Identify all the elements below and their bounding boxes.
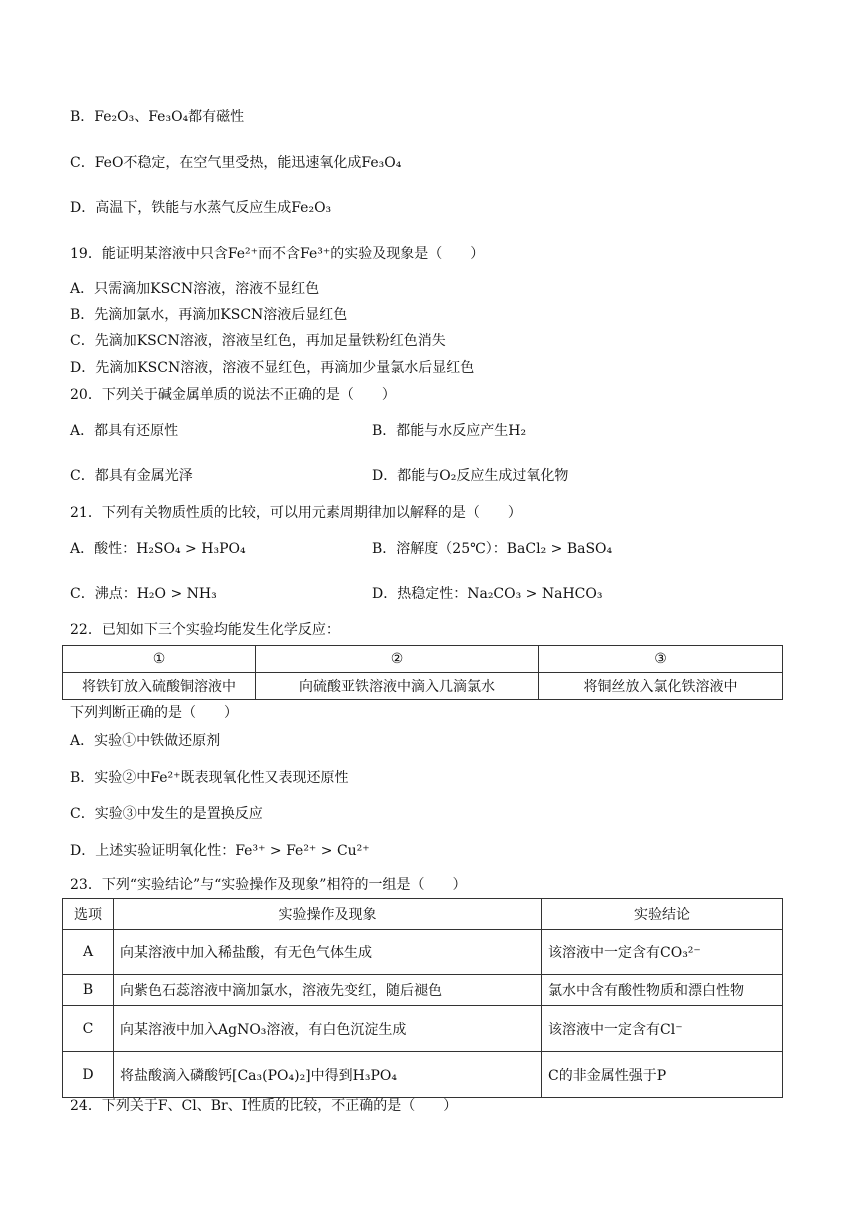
q22-experiment-table <box>62 645 783 700</box>
q22-option-c: C．实验③中发生的是置换反应 <box>70 806 263 822</box>
q20-option-c: C．都具有金属光泽 <box>70 468 193 484</box>
table-header-row <box>63 646 783 673</box>
q22-option-d: D．上述实验证明氧化性：Fe³⁺ > Fe²⁺ > Cu²⁺ <box>70 843 370 859</box>
q19-option-d: D．先滴加KSCN溶液，溶液不显红色，再滴加少量氯水后显红色 <box>70 360 475 376</box>
table-row <box>63 930 783 975</box>
conclusion-cell: C的非金属性强于P <box>542 1052 783 1098</box>
option-cell: D <box>63 1052 114 1098</box>
table-row <box>63 1052 783 1098</box>
q20-option-a: A．都具有还原性 <box>70 423 179 439</box>
table-header-row <box>63 899 783 930</box>
q20-option-d: D．都能与O₂反应生成过氧化物 <box>372 468 569 484</box>
table-cell: 将铁钉放入硫酸铜溶液中 <box>63 673 256 700</box>
operation-cell: 向某溶液中加入稀盐酸，有无色气体生成 <box>114 930 542 975</box>
q21-option-c: C．沸点：H₂O > NH₃ <box>70 586 217 602</box>
q19-option-c: C．先滴加KSCN溶液，溶液呈红色，再加足量铁粉红色消失 <box>70 333 446 349</box>
q18-option-d-text: D．高温下，铁能与水蒸气反应生成Fe₂O₃ <box>70 200 332 216</box>
q18-option-b-text: B．Fe₂O₃、Fe₃O₄都有磁性 <box>70 109 245 125</box>
option-cell: A <box>63 930 114 975</box>
q21-option-b: B．溶解度（25℃）：BaCl₂ > BaSO₄ <box>372 541 613 557</box>
q21-option-d: D．热稳定性：Na₂CO₃ > NaHCO₃ <box>372 586 603 602</box>
q24-stem: 24．下列关于F、Cl、Br、I性质的比较，不正确的是（ ） <box>70 1098 458 1114</box>
q23-stem: 23．下列“实验结论”与“实验操作及现象”相符的一组是（ ） <box>70 877 467 893</box>
q19-stem: 19．能证明某溶液中只含Fe²⁺而不含Fe³⁺的实验及现象是（ ） <box>70 246 485 262</box>
q19-option-b: B．先滴加氯水，再滴加KSCN溶液后显红色 <box>70 307 348 323</box>
q20-option-b: B．都能与水反应产生H₂ <box>372 423 527 439</box>
table-row <box>63 673 783 700</box>
operation-cell: 向紫色石蕊溶液中滴加氯水，溶液先变红，随后褪色 <box>114 975 542 1006</box>
q20-stem: 20．下列关于碱金属单质的说法不正确的是（ ） <box>70 387 396 403</box>
q22-ask: 下列判断正确的是（ ） <box>70 705 238 721</box>
q19-option-a: A．只需滴加KSCN溶液，溶液不显红色 <box>70 281 320 297</box>
table-row <box>63 975 783 1006</box>
table-header-cell: ① <box>63 646 256 673</box>
operation-cell: 将盐酸滴入磷酸钙[Ca₃(PO₄)₂]中得到H₃PO₄ <box>114 1052 542 1098</box>
q21-stem: 21．下列有关物质性质的比较，可以用元素周期律加以解释的是（ ） <box>70 505 522 521</box>
option-cell: B <box>63 975 114 1006</box>
table-row <box>63 1006 783 1052</box>
q21-option-a: A．酸性：H₂SO₄ > H₃PO₄ <box>70 541 246 557</box>
operation-cell: 向某溶液中加入AgNO₃溶液，有白色沉淀生成 <box>114 1006 542 1052</box>
q18-option-c-text: C．FeO不稳定，在空气里受热，能迅速氧化成Fe₃O₄ <box>70 155 402 171</box>
table-cell: 向硫酸亚铁溶液中滴入几滴氯水 <box>256 673 539 700</box>
q18-option-d <box>70 198 331 218</box>
option-cell: C <box>63 1006 114 1052</box>
conclusion-cell: 氯水中含有酸性物质和漂白性物 <box>542 975 783 1006</box>
table-header-cell: 实验结论 <box>542 899 783 930</box>
conclusion-cell: 该溶液中一定含有CO₃²⁻ <box>542 930 783 975</box>
q22-option-b: B．实验②中Fe²⁺既表现氧化性又表现还原性 <box>70 770 349 786</box>
table-header-cell: 实验操作及现象 <box>114 899 542 930</box>
conclusion-cell: 该溶液中一定含有Cl⁻ <box>542 1006 783 1052</box>
table-header-cell: 选项 <box>63 899 114 930</box>
table-header-cell: ③ <box>539 646 783 673</box>
q18-option-c <box>70 153 401 173</box>
q23-table <box>62 898 783 1098</box>
q22-stem: 22．已知如下三个实验均能发生化学反应： <box>70 622 340 638</box>
q18-option-b <box>70 107 244 127</box>
table-header-cell: ② <box>256 646 539 673</box>
table-cell: 将铜丝放入氯化铁溶液中 <box>539 673 783 700</box>
q22-option-a: A．实验①中铁做还原剂 <box>70 733 221 749</box>
